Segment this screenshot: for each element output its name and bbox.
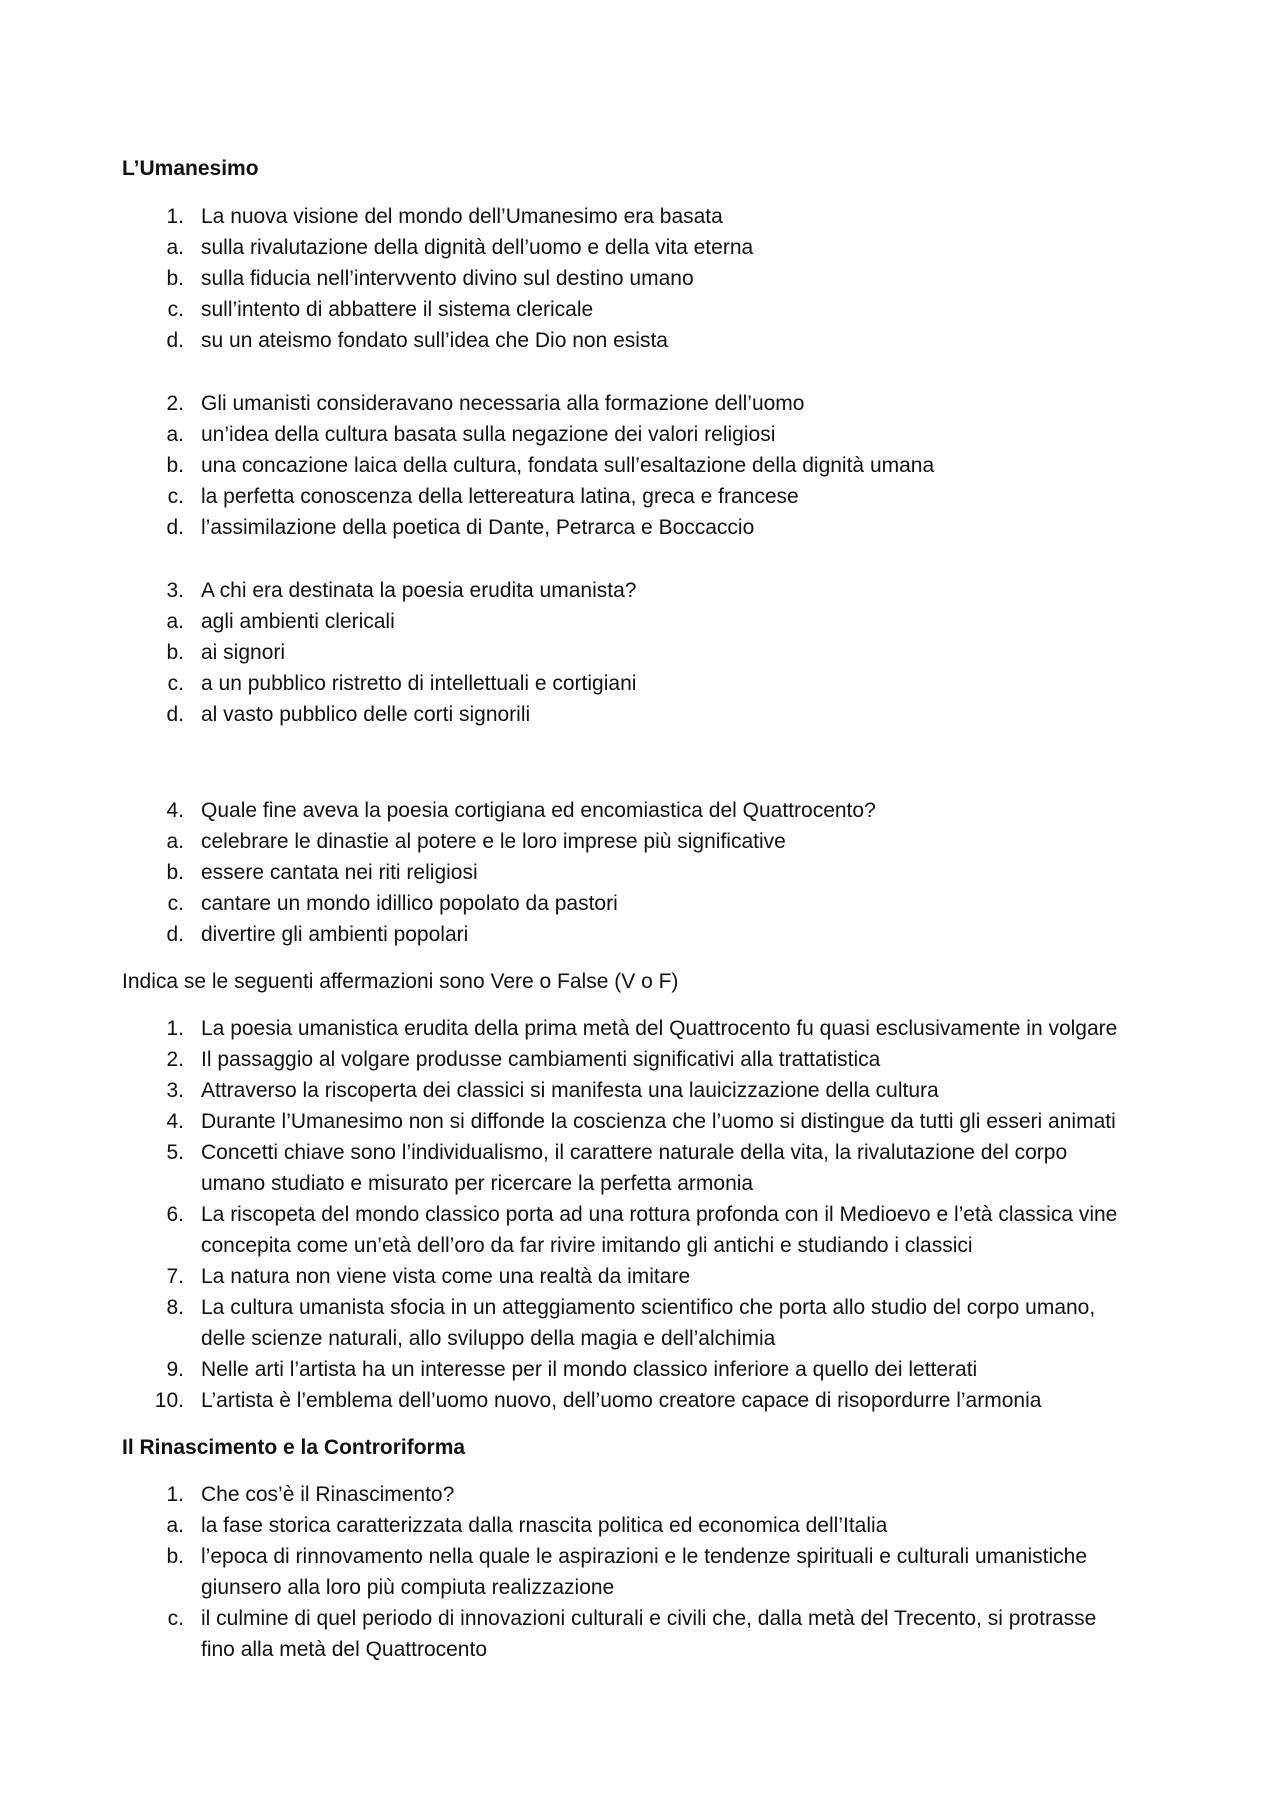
option-text: fino alla metà del Quattrocento [201,1638,488,1661]
answer-option [0,1603,1280,1634]
option-letter: b. [166,267,184,290]
statement-item [0,1385,1280,1416]
option-text: celebrare le dinastie al potere e le loro imprese più significative [201,830,786,853]
option-letter: d. [166,923,184,946]
question-text: Quale fine aveva la poesia cortigiana ed encomiastica del Quattrocento? [201,799,876,822]
option-text: giunsero alla loro più compiuta realizzazione [201,1576,615,1599]
option-letter: a. [166,423,184,446]
statement-text: concepita come un’età dell’oro da far rivire imitando gli antichi e studiando i classici [201,1234,973,1257]
statement-number: 7. [166,1265,184,1288]
answer-option [0,606,1280,637]
statement-number: 1. [166,1017,184,1040]
answer-option [0,857,1280,888]
statement-number: 9. [166,1358,184,1381]
statement-number: 10. [154,1389,184,1412]
statement-text: L’artista è l’emblema dell’uomo nuovo, dell’uomo creatore capace di risopordurre l’armonia [201,1389,1042,1412]
question-number: 1. [166,1483,184,1506]
answer-option [0,294,1280,325]
statement-text: La poesia umanistica erudita della prima metà del Quattrocento fu quasi esclusivamente in volgare [201,1017,1118,1040]
option-text: ai signori [201,641,286,664]
option-letter: c. [167,672,184,695]
statement-continuation [0,1168,1280,1199]
statement-item [0,1199,1280,1230]
answer-option [0,512,1280,543]
statement-number: 6. [166,1203,184,1226]
option-letter: a. [166,830,184,853]
statement-item [0,1075,1280,1106]
answer-option [0,481,1280,512]
option-letter: b. [166,861,184,884]
statement-text: umano studiato e misurato per ricercare la perfetta armonia [201,1172,754,1195]
question-number: 4. [166,799,184,822]
option-letter: b. [166,641,184,664]
option-text: sulla rivalutazione della dignità dell’uomo e della vita eterna [201,236,754,259]
answer-option [0,637,1280,668]
option-text: una concazione laica della cultura, fondata sull’esaltazione della dignità umana [201,454,935,477]
option-continuation [0,1572,1280,1603]
answer-option [0,325,1280,356]
statement-continuation [0,1323,1280,1354]
option-text: sull’intento di abbattere il sistema clericale [201,298,594,321]
option-letter: d. [166,516,184,539]
true-false-instruction: Indica se le seguenti affermazioni sono Vere o False (V o F) [122,970,679,993]
option-letter: d. [166,703,184,726]
question-number: 3. [166,579,184,602]
option-text: la fase storica caratterizzata dalla rnascita politica ed economica dell’Italia [201,1514,888,1537]
question-item [0,1479,1280,1510]
statement-text: Attraverso la riscoperta dei classici si manifesta una lauicizzazione della cultura [201,1079,939,1102]
answer-option [0,1541,1280,1572]
option-letter: b. [166,1545,184,1568]
statement-item [0,1261,1280,1292]
statement-text: La cultura umanista sfocia in un atteggiamento scientifico che porta allo studio del corpo umano, [201,1296,1096,1319]
section-heading-rinascimento: Il Rinascimento e la Controriforma [122,1436,466,1459]
option-text: agli ambienti clericali [201,610,395,633]
statement-item [0,1137,1280,1168]
question-item [0,201,1280,232]
answer-option [0,699,1280,730]
question-item [0,575,1280,606]
statement-text: Nelle arti l’artista ha un interesse per il mondo classico inferiore a quello dei letterati [201,1358,978,1381]
statement-text: Il passaggio al volgare produsse cambiamenti significativi alla trattatistica [201,1048,881,1071]
option-letter: a. [166,1514,184,1537]
option-text: la perfetta conoscenza della lettereatura latina, greca e francese [201,485,799,508]
statement-text: La natura non viene vista come una realtà da imitare [201,1265,691,1288]
answer-option [0,1510,1280,1541]
option-text: a un pubblico ristretto di intellettuali e cortigiani [201,672,637,695]
option-letter: c. [167,485,184,508]
question-text: La nuova visione del mondo dell’Umanesimo era basata [201,205,723,228]
option-text: su un ateismo fondato sull’idea che Dio non esista [201,329,668,352]
option-text: sulla fiducia nell’intervvento divino sul destino umano [201,267,694,290]
answer-option [0,263,1280,294]
statement-item [0,1354,1280,1385]
question-number: 2. [166,392,184,415]
question-item [0,388,1280,419]
statement-number: 5. [166,1141,184,1164]
statement-text: Durante l’Umanesimo non si diffonde la coscienza che l’uomo si distingue da tutti gli esseri animati [201,1110,1116,1133]
answer-option [0,232,1280,263]
statement-item [0,1013,1280,1044]
option-text: cantare un mondo idillico popolato da pastori [201,892,618,915]
statement-number: 3. [166,1079,184,1102]
statement-continuation [0,1230,1280,1261]
option-letter: d. [166,329,184,352]
question-text: A chi era destinata la poesia erudita umanista? [201,579,637,602]
option-text: l’epoca di rinnovamento nella quale le aspirazioni e le tendenze spirituali e culturali umanistiche [201,1545,1088,1568]
answer-option [0,888,1280,919]
option-text: essere cantata nei riti religiosi [201,861,478,884]
statement-number: 2. [166,1048,184,1071]
option-text: l’assimilazione della poetica di Dante, Petrarca e Boccaccio [201,516,755,539]
answer-option [0,919,1280,950]
option-text: il culmine di quel periodo di innovazioni culturali e civili che, dalla metà del Trecento, si protrasse [201,1607,1097,1630]
statement-item [0,1106,1280,1137]
option-text: un’idea della cultura basata sulla negazione dei valori religiosi [201,423,776,446]
question-text: Gli umanisti consideravano necessaria alla formazione dell’uomo [201,392,805,415]
option-continuation [0,1634,1280,1665]
option-letter: c. [167,298,184,321]
statement-text: La riscopeta del mondo classico porta ad una rottura profonda con il Medioevo e l’età classica vine [201,1203,1118,1226]
answer-option [0,668,1280,699]
option-letter: c. [167,892,184,915]
option-text: al vasto pubblico delle corti signorili [201,703,531,726]
question-item [0,795,1280,826]
statement-number: 8. [166,1296,184,1319]
statement-item [0,1292,1280,1323]
option-letter: c. [167,1607,184,1630]
statement-text: Concetti chiave sono l’individualismo, il carattere naturale della vita, la rivalutazione del corpo [201,1141,1068,1164]
statement-number: 4. [166,1110,184,1133]
section-heading-umanesimo: L’Umanesimo [122,157,259,180]
question-text: Che cos’è il Rinascimento? [201,1483,455,1506]
question-number: 1. [166,205,184,228]
option-letter: b. [166,454,184,477]
option-letter: a. [166,610,184,633]
statement-text: delle scienze naturali, allo sviluppo della magia e dell’alchimia [201,1327,776,1350]
answer-option [0,419,1280,450]
option-letter: a. [166,236,184,259]
option-text: divertire gli ambienti popolari [201,923,469,946]
statement-item [0,1044,1280,1075]
answer-option [0,450,1280,481]
answer-option [0,826,1280,857]
